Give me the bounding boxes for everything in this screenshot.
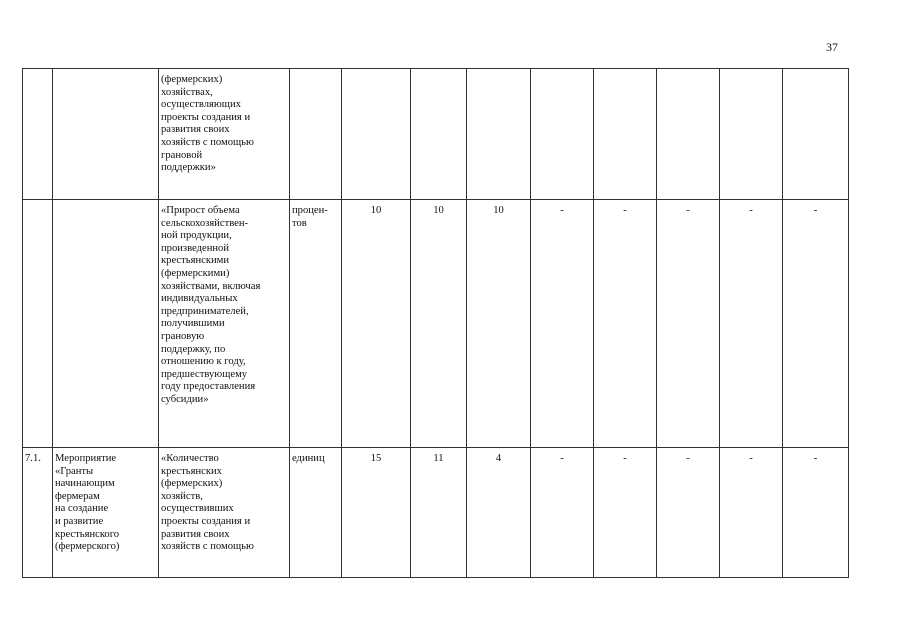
- value-cell: 11: [411, 448, 467, 578]
- value-cell: -: [720, 448, 783, 578]
- row-number-cell: [23, 200, 53, 448]
- page-number: 37: [826, 40, 838, 54]
- value-cell: [783, 69, 849, 200]
- row-number-cell: [23, 69, 53, 200]
- value-cell: [594, 69, 657, 200]
- value-cell: [467, 69, 531, 200]
- row-number-cell: 7.1.: [23, 448, 53, 578]
- value-cell: 15: [342, 448, 411, 578]
- value-cell: -: [657, 448, 720, 578]
- value-cell: 10: [467, 200, 531, 448]
- unit-cell: [290, 69, 342, 200]
- indicator-cell: «Количество крестьянских (фермерских) хозяйств, осуществивших проекты создания и развития своих хозяйств с помощью: [159, 448, 290, 578]
- value-cell: [657, 69, 720, 200]
- value-cell: 10: [411, 200, 467, 448]
- table-row: [23, 69, 849, 200]
- value-cell: -: [594, 200, 657, 448]
- value-cell: 10: [342, 200, 411, 448]
- value-cell: [342, 69, 411, 200]
- activity-cell: Мероприятие «Гранты начинающим фермерам на создание и развитие крестьянского (фермерского): [53, 448, 159, 578]
- value-cell: -: [657, 200, 720, 448]
- value-cell: [411, 69, 467, 200]
- value-cell: [720, 69, 783, 200]
- value-cell: -: [531, 448, 594, 578]
- value-cell: -: [720, 200, 783, 448]
- table-row: [23, 200, 849, 448]
- table-row: [23, 448, 849, 578]
- value-cell: -: [594, 448, 657, 578]
- unit-cell: процен- тов: [290, 200, 342, 448]
- value-cell: [531, 69, 594, 200]
- indicators-table: [22, 68, 849, 578]
- activity-cell: [53, 69, 159, 200]
- value-cell: -: [783, 448, 849, 578]
- value-cell: -: [531, 200, 594, 448]
- activity-cell: [53, 200, 159, 448]
- indicator-cell: (фермерских) хозяйствах, осуществляющих проекты создания и развития своих хозяйств с помощью грановой поддержки»: [159, 69, 290, 200]
- value-cell: 4: [467, 448, 531, 578]
- indicator-cell: «Прирост объема сельскохозяйствен- ной продукции, произведенной крестьянскими (фермерскими) хозяйствами, включая индивидуальных предпринимателей, получившими грановую поддержку, по отношению к году, предшествующему году предоставления субсидии»: [159, 200, 290, 448]
- value-cell: -: [783, 200, 849, 448]
- unit-cell: единиц: [290, 448, 342, 578]
